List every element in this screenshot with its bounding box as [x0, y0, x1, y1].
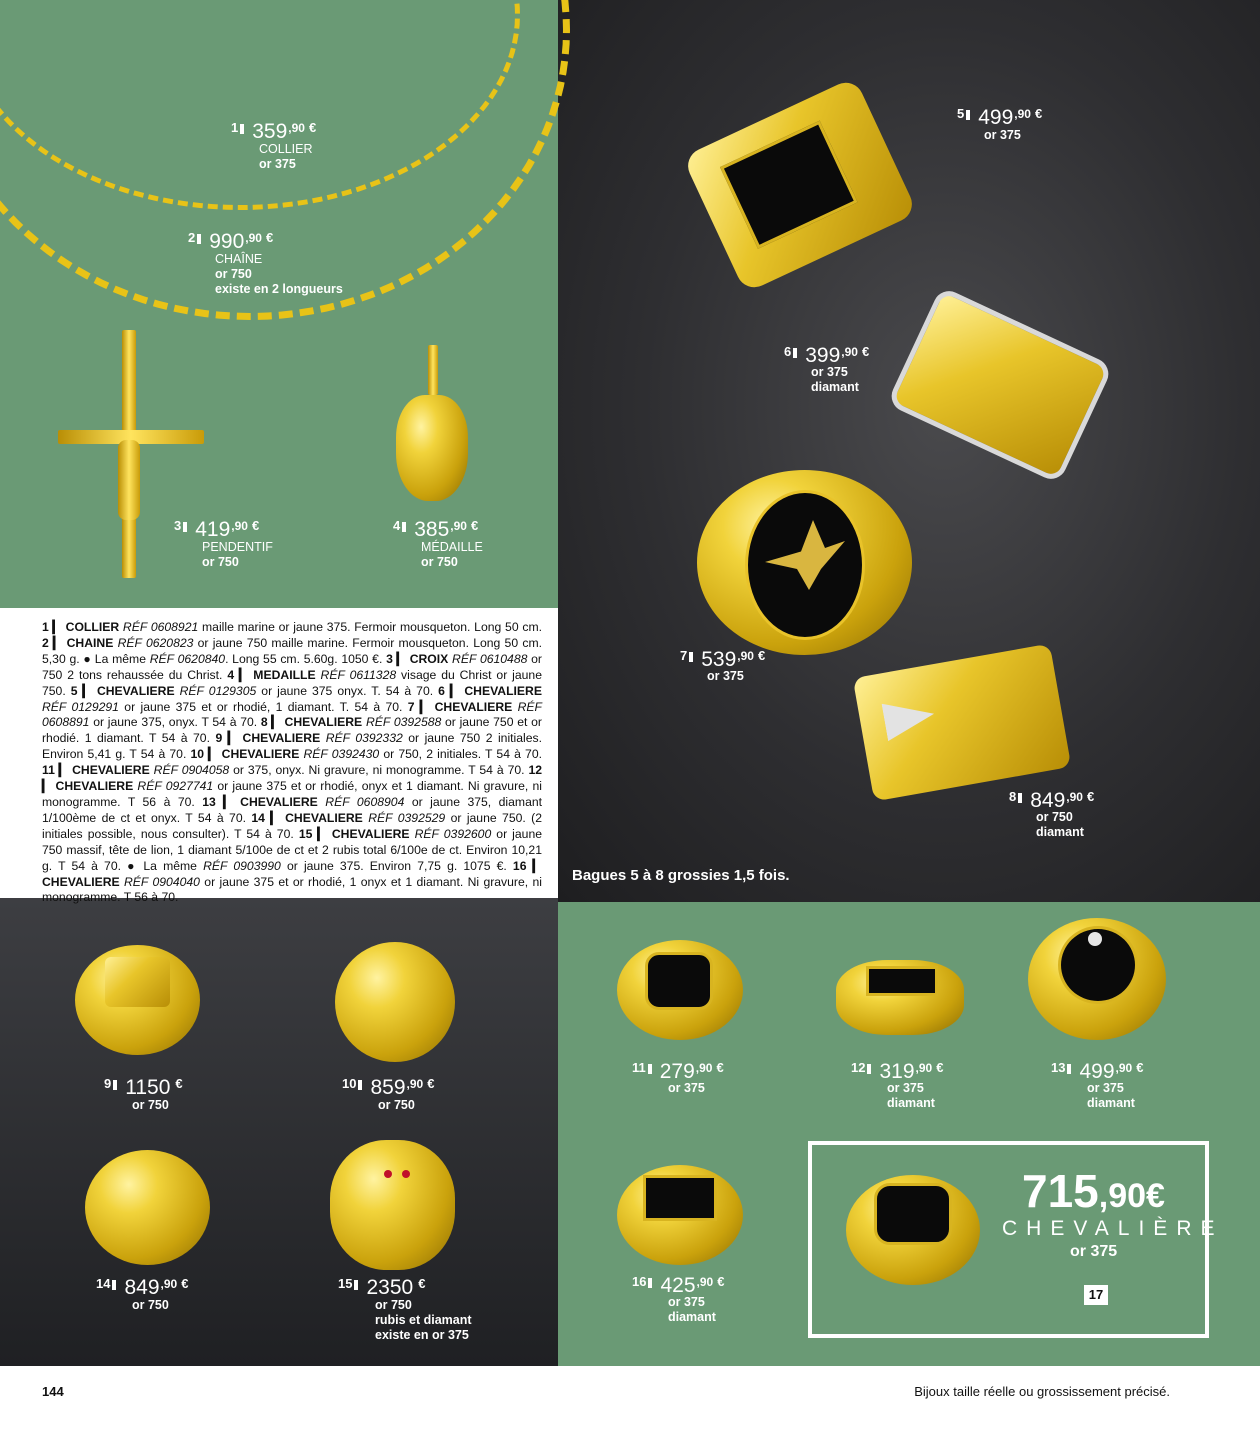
description-entry: 8 ▎ CHEVALIERE RÉF 0392588 or jaune 750 et or rhodié. 1 diamant. T 54 à 70. [42, 715, 542, 746]
details-item-12: or 375 diamant [887, 1081, 935, 1110]
ring-9-image [75, 945, 200, 1055]
price-item-9: $^9$ 1150 € [104, 1076, 183, 1099]
price-item-1: $^1$ $359^{,90}$ € [231, 120, 317, 143]
featured-name: CHEVALIÈRE [1002, 1217, 1224, 1240]
ring-11-image [617, 940, 743, 1040]
details-item-2: CHAÎNE or 750 existe en 2 longueurs [215, 252, 343, 296]
product-description [42, 620, 542, 906]
price-item-14: $^{14}$ $849^{,90}$ € [96, 1276, 189, 1299]
price-item-15: $^{15}$ 2350 € [338, 1276, 426, 1299]
ring-15-image [330, 1140, 455, 1270]
price-item-8: $^8$ $849^{,90}$ € [1009, 789, 1095, 812]
description-entry: 5 ▎ CHEVALIERE RÉF 0129305 or jaune 375 onyx. T. 54 à 70. [70, 683, 439, 698]
ring-13-image [1028, 918, 1166, 1040]
details-item-9: or 750 [132, 1098, 169, 1112]
description-entry: 11 ▎ CHEVALIERE RÉF 0904058 or 375, onyx. Ni gravure, ni monogramme. T 54 à 70. [42, 763, 529, 778]
details-item-6: or 375 diamant [811, 365, 859, 394]
featured-metal: or 375 [1070, 1243, 1118, 1260]
featured-price: 715,90€ [1022, 1165, 1165, 1217]
details-item-1: COLLIER or 375 [259, 142, 313, 171]
price-item-12: $^{12}$ $319^{,90}$ € [851, 1060, 944, 1083]
medal-image [396, 395, 468, 501]
details-item-14: or 750 [132, 1298, 169, 1312]
description-entry: 15 ▎ CHEVALIERE RÉF 0392600 or jaune 750 massif, tête de lion, 1 diamant 5/100e de ct et 2 rubis total 6/100e de ct. Environ 10,21 g. T 54 à 70. ● La même RÉF 0903990 or jaune 375. Environ 7,75 g. 1075 €. [42, 826, 543, 873]
price-item-10: $^{10}$ $859^{,90}$ € [342, 1076, 435, 1099]
page-number: 144 [42, 1384, 64, 1399]
footer-note: Bijoux taille réelle ou grossissement précisé. [914, 1384, 1170, 1399]
details-item-5: or 375 [984, 128, 1021, 142]
medal-bail-image [428, 345, 438, 395]
details-item-8: or 750 diamant [1036, 810, 1084, 839]
price-item-11: $^{11}$ $279^{,90}$ € [632, 1060, 724, 1083]
price-item-6: $^6$ $399^{,90}$ € [784, 344, 870, 367]
featured-item-number: 17 [1084, 1285, 1108, 1305]
details-item-13: or 375 diamant [1087, 1081, 1135, 1110]
details-item-7: or 375 [707, 669, 744, 683]
price-item-16: $^{16}$ $425^{,90}$ € [632, 1274, 725, 1297]
ring-16-image [617, 1165, 743, 1265]
ring-12-image [836, 960, 964, 1035]
description-entry: 14 ▎ CHEVALIERE RÉF 0392529 or jaune 750. (2 initiales possible, nous consulter). T 54 à 70. [42, 810, 542, 841]
price-item-7: $^7$ $539^{,90}$ € [680, 648, 766, 671]
ring-14-image [85, 1150, 210, 1265]
details-item-4: MÉDAILLE or 750 [421, 540, 483, 569]
price-item-2: $^2$ $990^{,90}$ € [188, 230, 274, 253]
details-item-10: or 750 [378, 1098, 415, 1112]
price-item-3: $^3$ $419^{,90}$ € [174, 518, 260, 541]
details-item-15: or 750 rubis et diamant existe en or 375 [375, 1298, 472, 1342]
ring-7-image [697, 470, 912, 655]
initial-rings-panel [0, 898, 558, 1366]
description-entry: 16 ▎ CHEVALIERE RÉF 0904040 or jaune 375 et or rhodié, 1 onyx et 1 diamant. Ni gravure, ni monogramme. T 56 à 70. [42, 858, 542, 905]
details-item-11: or 375 [668, 1081, 705, 1095]
description-entry: 4 ▎ MEDAILLE RÉF 0611328 visage du Christ or jaune 750. [42, 667, 542, 698]
description-entry: 10 ▎ CHEVALIERE RÉF 0392430 or 750, 2 initiales. T 54 à 70. [190, 747, 542, 762]
price-item-5: $^5$ $499^{,90}$ € [957, 106, 1043, 129]
description-entry: 3 ▎ CROIX RÉF 0610488 or 750 2 tons rehaussée du Christ. [42, 651, 542, 682]
description-entry: 13 ▎ CHEVALIERE RÉF 0608904 or jaune 375, diamant 1/100ème de ct et onyx. T 54 à 70. [42, 794, 543, 825]
magnification-caption: Bagues 5 à 8 grossies 1,5 fois. [572, 867, 790, 884]
price-item-4: $^4$ $385^{,90}$ € [393, 518, 479, 541]
description-entry: 2 ▎ CHAINE RÉF 0620823 or jaune 750 maille marine. Fermoir mousqueton. Long 50 cm. 5,30 g. ● La même RÉF 0620840. Long 55 cm. 5.60g. 1050 €. [42, 635, 542, 666]
description-entry: 9 ▎ CHEVALIERE RÉF 0392332 or jaune 750 2 initiales. Environ 5,41 g. T 54 à 70. [42, 731, 542, 762]
price-item-13: $^{13}$ $499^{,90}$ € [1051, 1060, 1144, 1083]
ring-10-image [335, 942, 455, 1062]
details-item-3: PENDENTIF or 750 [202, 540, 273, 569]
description-entry: 7 ▎ CHEVALIERE RÉF 0608891 or jaune 375, onyx. T 54 à 70. [42, 699, 542, 730]
description-entry: 1 ▎ COLLIER RÉF 0608921 maille marine or jaune 375. Fermoir mousqueton. Long 50 cm. [42, 620, 542, 634]
description-entry: 12 ▎ CHEVALIERE RÉF 0927741 or jaune 375 et or rhodié, onyx et 1 diamant. Ni gravure, ni monogramme. T 56 à 70. [42, 763, 542, 809]
details-item-16: or 375 diamant [668, 1295, 716, 1324]
description-entry: 6 ▎ CHEVALIERE RÉF 0129291 or jaune 375 et or rhodié, 1 diamant. T. 54 à 70. [42, 683, 542, 714]
